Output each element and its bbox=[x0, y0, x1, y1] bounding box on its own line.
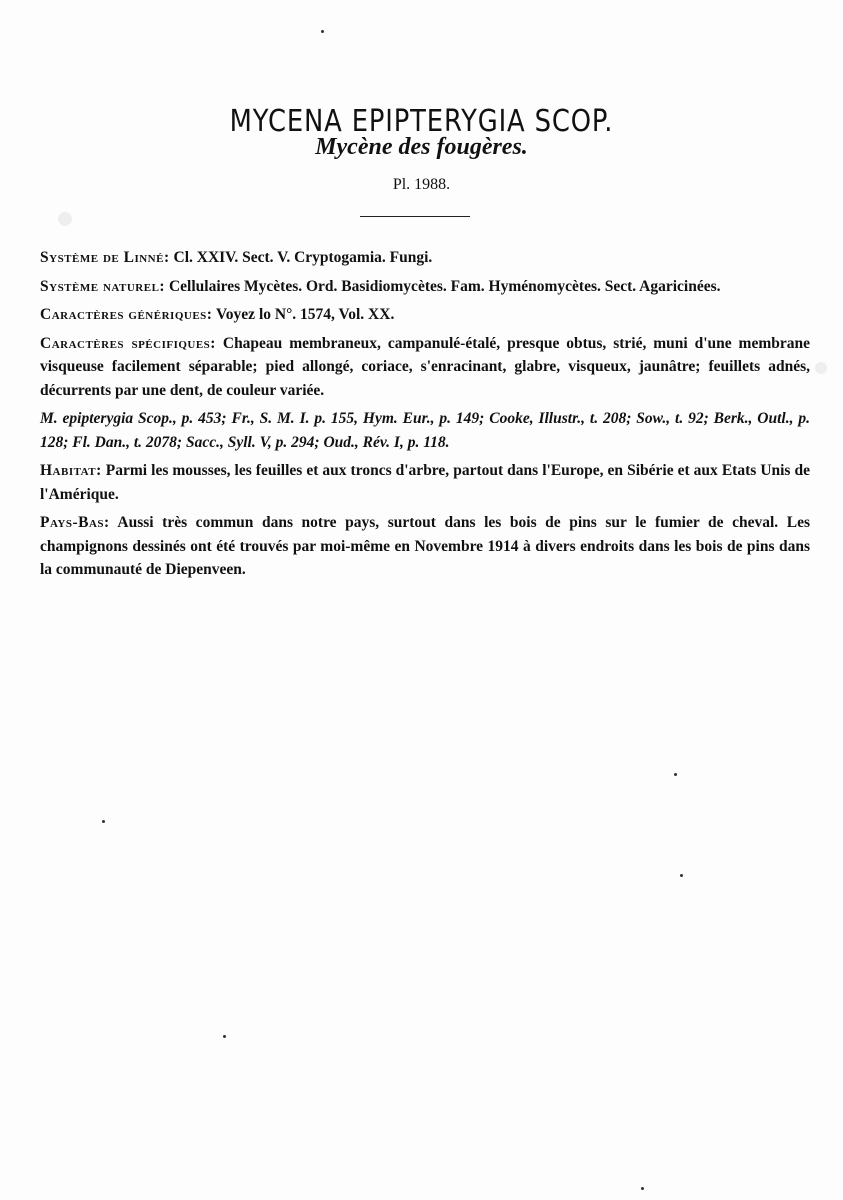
naturel-text: Cellulaires Mycètes. Ord. Basidiomycètes. Fam. Hyménomycètes. Sect. Agaricinées. bbox=[165, 277, 721, 295]
paper-speck bbox=[815, 362, 827, 374]
linne-paragraph bbox=[40, 246, 810, 270]
paper-speck bbox=[58, 212, 72, 226]
paper-speck bbox=[102, 820, 105, 823]
linne-label: Système de Linné: bbox=[40, 249, 170, 266]
paysbas-label: Pays-Bas: bbox=[40, 514, 110, 531]
habitat-text: Parmi les mousses, les feuilles et aux troncs d'arbre, partout dans l'Europe, en Sibérie et aux Etats Unis de l'Amérique. bbox=[40, 462, 810, 503]
habitat-label: Habitat: bbox=[40, 462, 102, 479]
paper-speck bbox=[321, 30, 324, 33]
specifiques-paragraph bbox=[40, 332, 810, 403]
page-subtitle: Mycène des fougères. bbox=[315, 134, 528, 160]
references-paragraph: M. epipterygia Scop., p. 453; Fr., S. M. I. p. 155, Hym. Eur., p. 149; Cooke, Illustr., t. 208; Sow., t. 92; Berk., Outl., p. 128; Fl. Dan., t. 2078; Sacc., Syll. V, p. 294; Oud., Rév. I, p. 118. bbox=[40, 410, 810, 451]
paper-speck bbox=[223, 1035, 226, 1038]
generiques-paragraph bbox=[40, 303, 810, 327]
paper-speck bbox=[680, 874, 683, 877]
specifiques-text: Chapeau membraneux, campanulé-étalé, presque obtus, strié, muni d'une membrane visqueuse facilement séparable; pied allongé, coriace, s'enracinant, glabre, visqueux, jaunâtre; feuillets adnés, décurrents par une dent, de couleur variée. bbox=[40, 334, 811, 399]
paysbas-text: Aussi très commun dans notre pays, surtout dans les bois de pins sur le fumier de cheval. Les champignons dessinés ont été trouvés par moi-même en Novembre 1914 à divers endroits dans les bois de pins dans la communauté de Diepenveen. bbox=[40, 514, 810, 578]
habitat-paragraph bbox=[40, 459, 810, 506]
specifiques-label: Caractères spécifiques: bbox=[40, 334, 216, 352]
paper-speck bbox=[641, 1187, 644, 1190]
linne-text: Cl. XXIV. Sect. V. Cryptogamia. Fungi. bbox=[169, 249, 433, 266]
paysbas-paragraph bbox=[40, 511, 810, 582]
paper-speck bbox=[674, 773, 677, 776]
divider-rule bbox=[360, 216, 470, 217]
plate-number: Pl. 1988. bbox=[392, 176, 451, 193]
description-body bbox=[40, 246, 810, 587]
generiques-label: Caractères génériques: bbox=[40, 306, 213, 323]
naturel-label: Système naturel: bbox=[40, 277, 166, 295]
generiques-text: Voyez lo N°. 1574, Vol. XX. bbox=[212, 306, 395, 323]
naturel-paragraph bbox=[40, 275, 810, 299]
page-title: MYCENA EPIPTERYGIA SCOP. bbox=[229, 104, 614, 140]
